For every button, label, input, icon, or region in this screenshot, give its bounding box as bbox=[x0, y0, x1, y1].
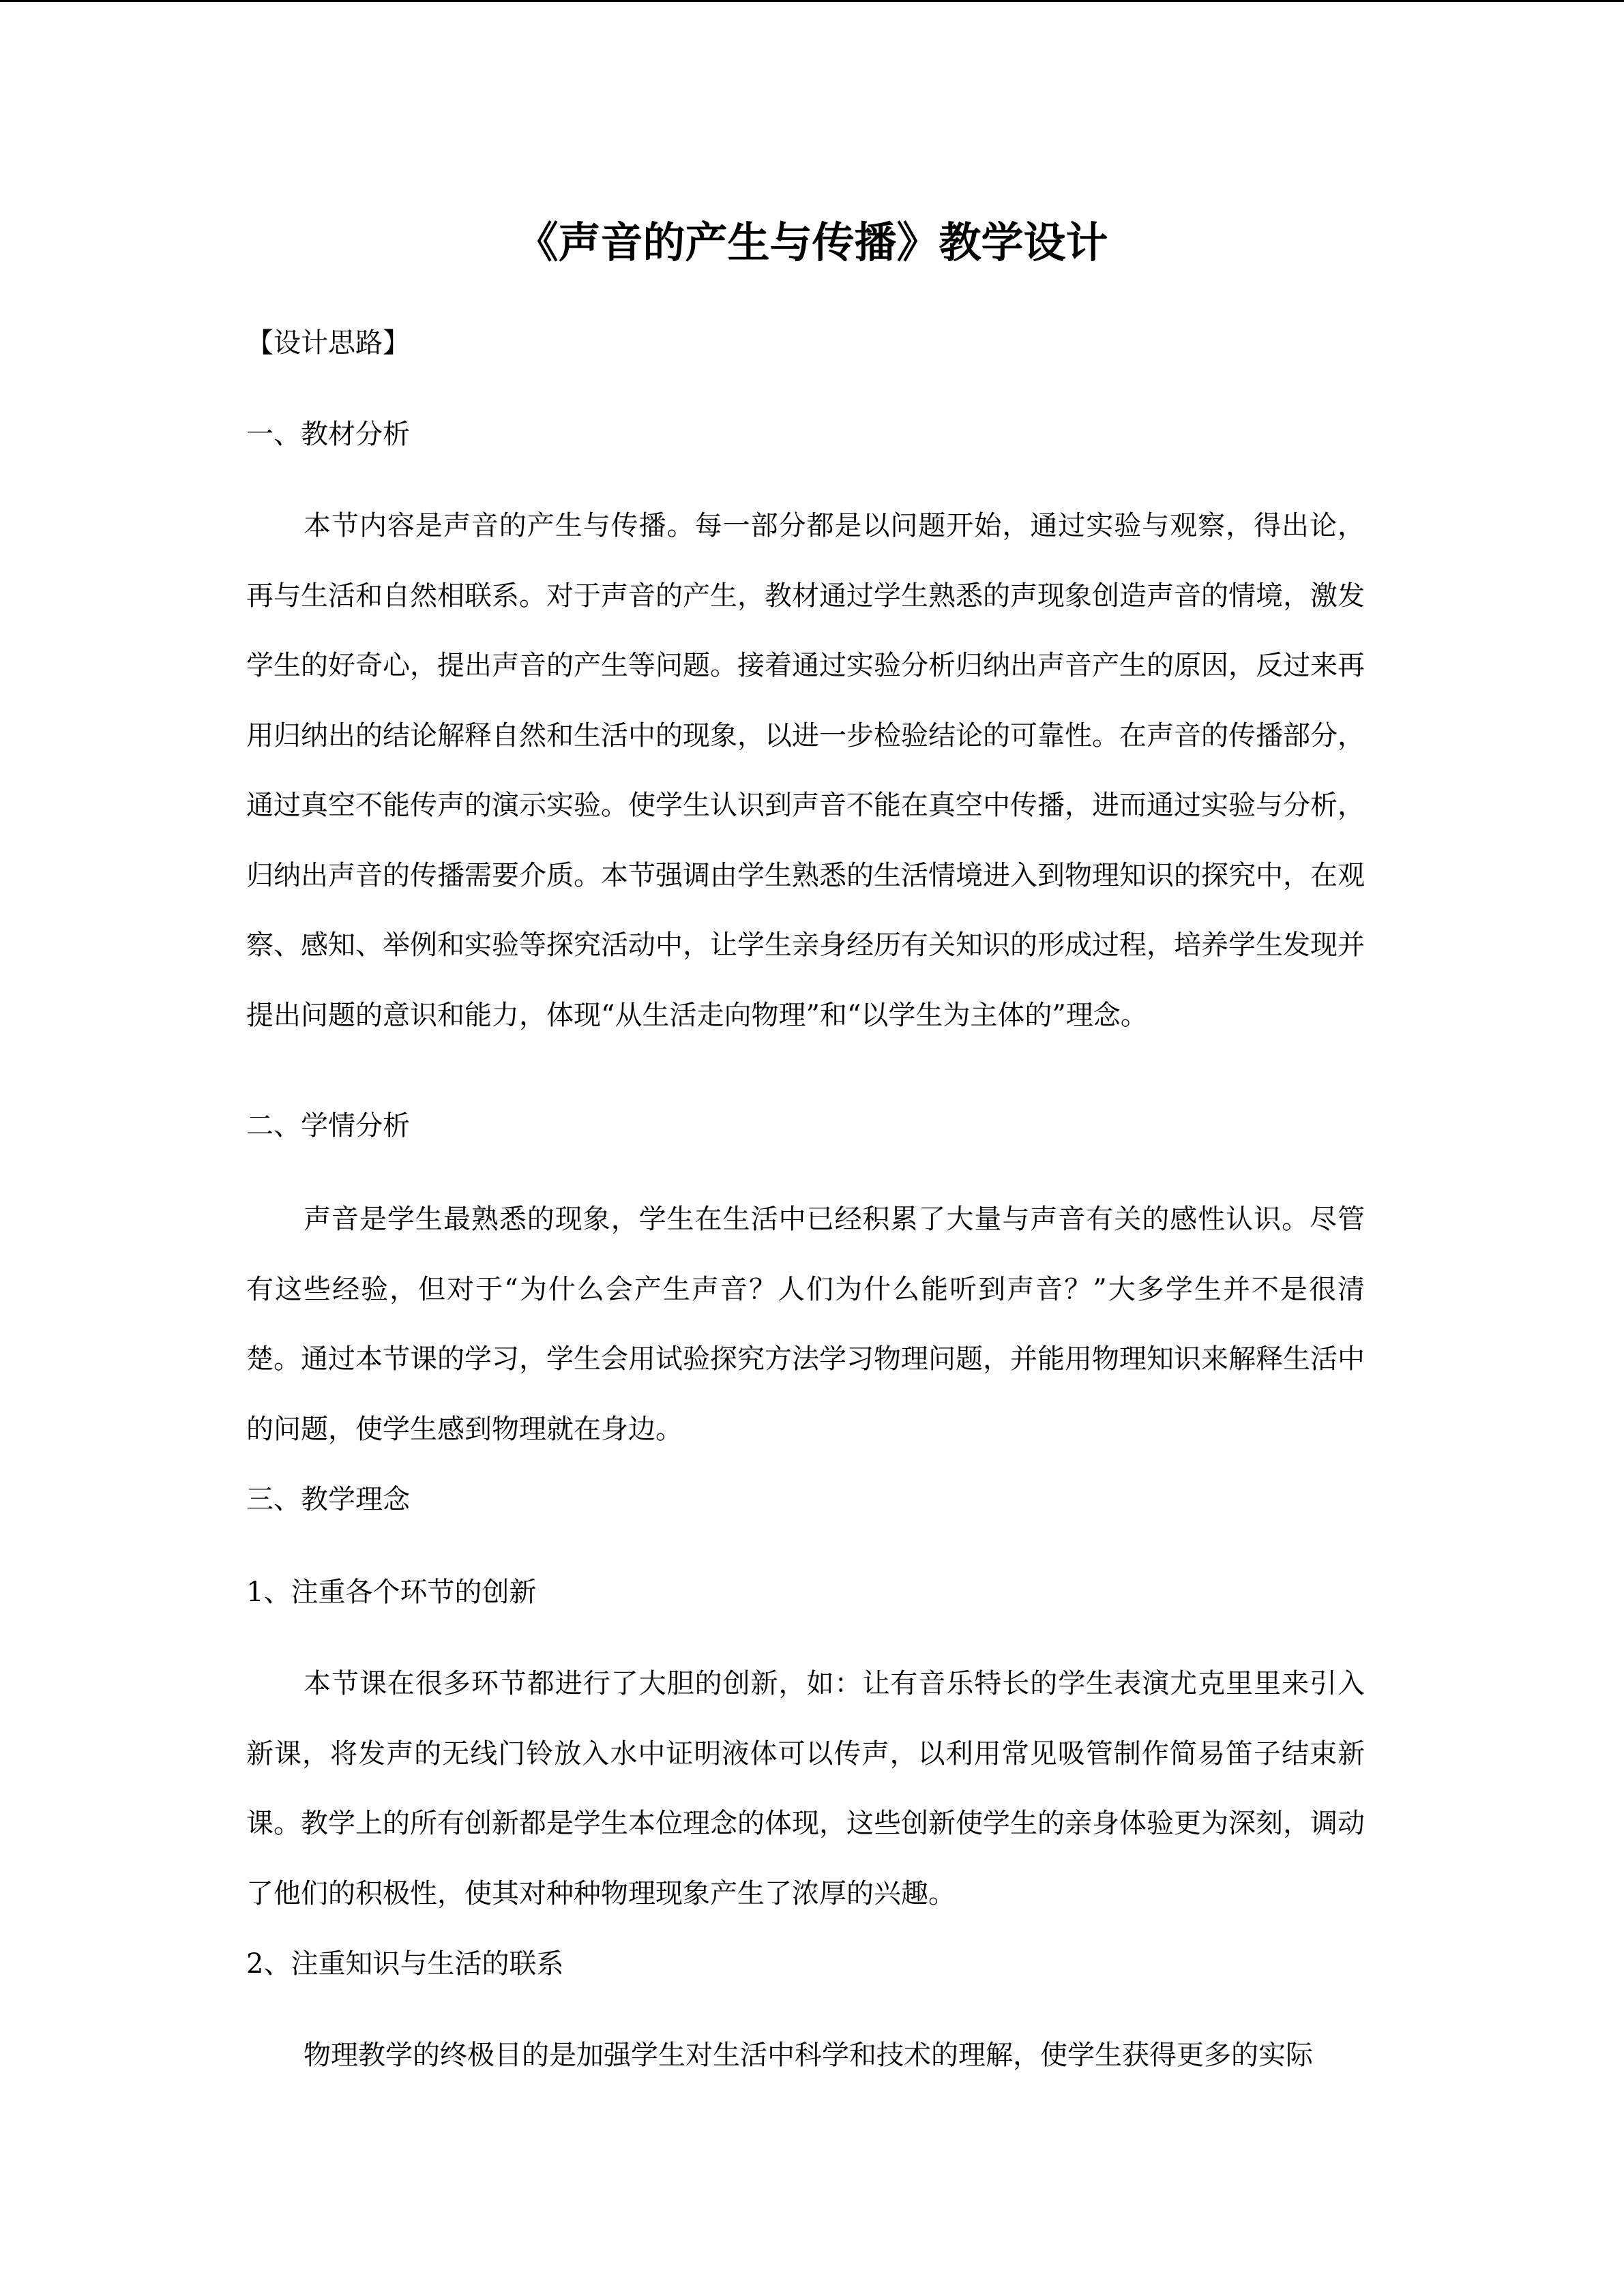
section-heading-teaching-philosophy: 三、教学理念 bbox=[246, 1484, 410, 1515]
document-title: 《声音的产生与传播》教学设计 bbox=[516, 218, 1108, 267]
section-heading-learner-analysis: 二、学情分析 bbox=[246, 1110, 410, 1142]
section-heading-textbook-analysis: 一、教材分析 bbox=[246, 419, 410, 450]
subsection-heading-innovation: 1、注重各个环节的创新 bbox=[246, 1577, 537, 1608]
paragraph-innovation: 本节课在很多环节都进行了大胆的创新，如：让有音乐特长的学生表演尤克里里来引入新课，将发声的无线门铃放入水中证明液体可以传声，以利用常见吸管制作简易笛子结束新课。教学上的所有创新都是学生本位理念的体现，这些创新使学生的亲身体验更为深刻，调动了他们的积极性，使其对种种物理现象产生了浓厚的兴趣。 bbox=[246, 1668, 1365, 1909]
paragraph-learner-analysis: 声音是学生最熟悉的现象，学生在生活中已经积累了大量与声音有关的感性认识。尽管有这些经验，但对于“为什么会产生声音？人们为什么能听到声音？”大多学生并不是很清楚。通过本节课的学习，学生会用试验探究方法学习物理问题，并能用物理知识来解释生活中的问题，使学生感到物理就在身边。 bbox=[246, 1204, 1365, 1445]
paragraph-textbook-analysis: 本节内容是声音的产生与传播。每一部分都是以问题开始，通过实验与观察，得出论，再与生活和自然相联系。对于声音的产生，教材通过学生熟悉的声现象创造声音的情境，激发学生的好奇心，提出声音的产生等问题。接着通过实验分析归纳出声音产生的原因，反过来再用归纳出的结论解释自然和生活中的现象，以进一步检验结论的可靠性。在声音的传播部分，通过真空不能传声的演示实验。使学生认识到声音不能在真空中传播，进而通过实验与分析，归纳出声音的传播需要介质。本节强调由学生熟悉的生活情境进入到物理知识的探究中，在观察、感知、举例和实验等探究活动中，让学生亲身经历有关知识的形成过程，培养学生发现并提出问题的意识和能力，体现“从生活走向物理”和“以学生为主体的”理念。 bbox=[246, 510, 1365, 1031]
paragraph-life-connection: 物理教学的终极目的是加强学生对生活中科学和技术的理解，使学生获得更多的实际 bbox=[304, 2040, 1313, 2071]
section-header: 【设计思路】 bbox=[246, 327, 410, 359]
subsection-heading-life-connection: 2、注重知识与生活的联系 bbox=[246, 1948, 564, 1980]
